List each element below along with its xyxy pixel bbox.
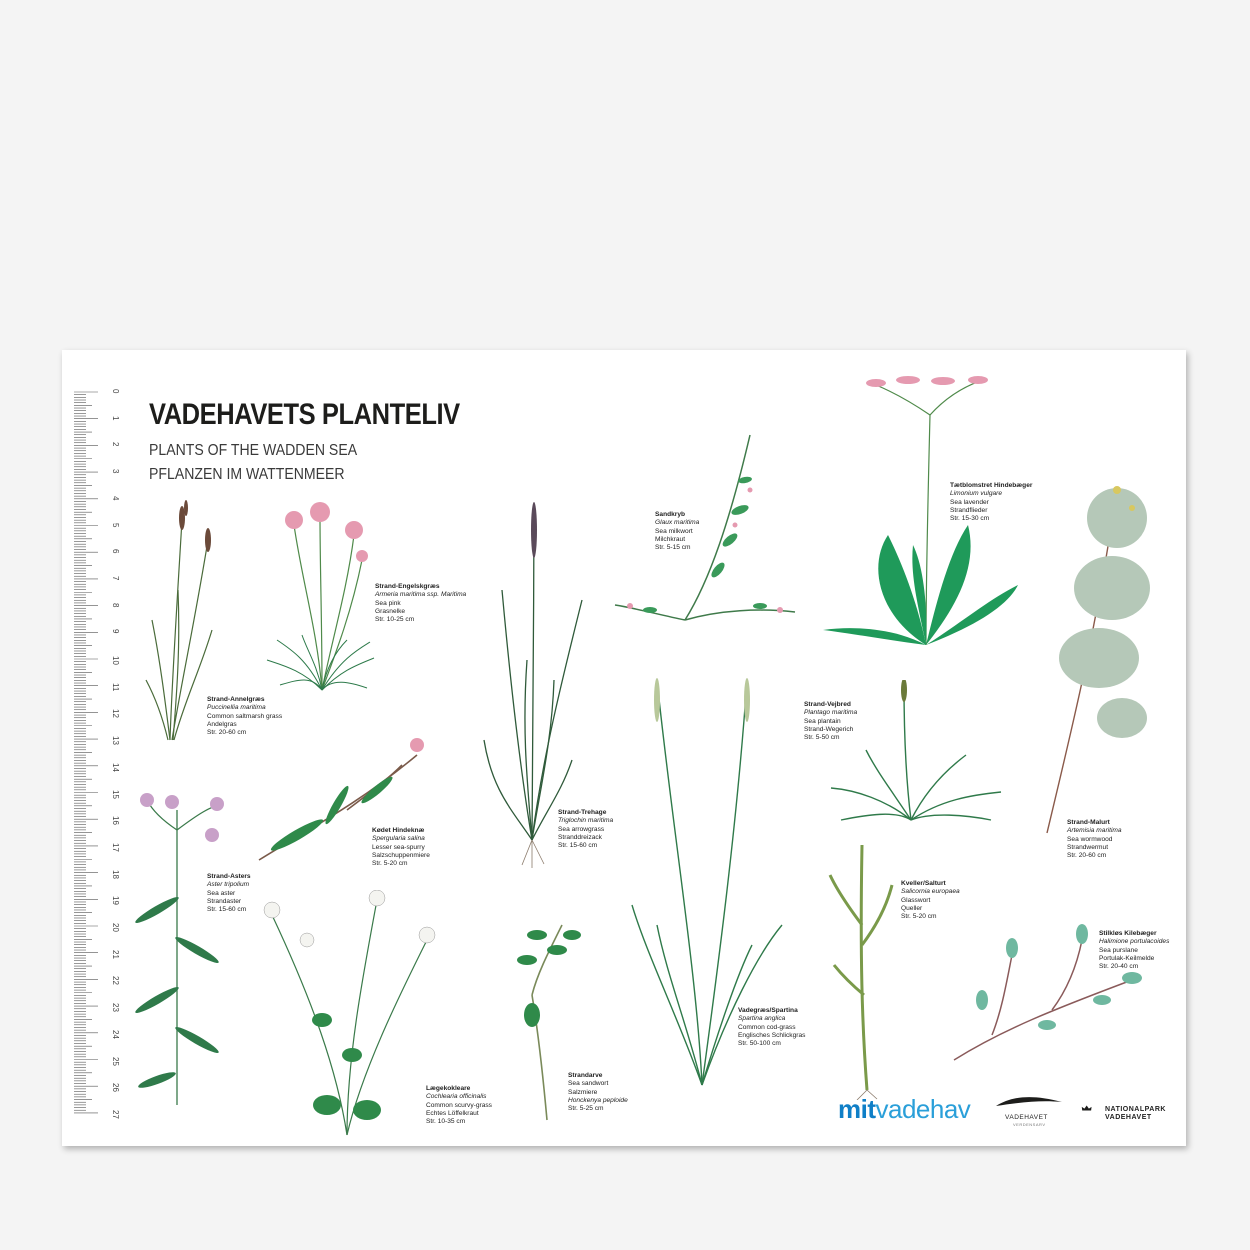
plant-illustration-kveller-salturt <box>822 835 902 1100</box>
german-name: Strandwermut <box>1067 843 1109 851</box>
english-name: Glasswort <box>901 896 931 904</box>
german-name: Strandflieder <box>950 506 988 514</box>
ruler-number: 12 <box>111 709 120 719</box>
ruler-number: 8 <box>111 602 120 608</box>
ruler-number: 6 <box>111 549 120 554</box>
ruler-number: 5 <box>111 522 120 527</box>
plant-label-strandarve <box>568 1072 628 1113</box>
ruler-number: 7 <box>111 575 120 581</box>
plant-illustration-sandkryb <box>610 430 800 645</box>
ruler-number: 9 <box>111 629 120 634</box>
vadehavet-logo-line2: VERDENSARV <box>1013 1122 1046 1127</box>
ruler-number: 3 <box>111 469 120 474</box>
size: Str. 5-20 cm <box>372 860 408 868</box>
ruler-number: 22 <box>111 976 120 986</box>
german-name: Stranddreizack <box>558 833 602 841</box>
size: Str. 20-60 cm <box>1067 852 1107 860</box>
size: Str. 15-30 cm <box>950 515 990 523</box>
poster <box>62 350 1186 1146</box>
scientific-name: Limonium vulgare <box>950 490 1003 498</box>
german-name: Salzmiere <box>568 1088 598 1096</box>
ruler-number: 27 <box>111 1109 120 1119</box>
scientific-name: Triglochin maritima <box>558 817 614 825</box>
plant-illustration-strand-engelskgraes <box>262 500 382 710</box>
german-name: Strand-Wegerich <box>804 725 854 733</box>
ruler-number: 13 <box>111 736 120 745</box>
german-name: Salzschuppenmiere <box>372 851 430 859</box>
logo-mit-text: mit <box>838 1094 876 1124</box>
scientific-name: Cochlearia officinalis <box>426 1093 487 1101</box>
ruler-number: 18 <box>111 869 120 879</box>
common-name: Stilkløs Kilebæger <box>1099 930 1157 937</box>
english-name: Sea arrowgrass <box>558 825 605 833</box>
size: Str. 10-25 cm <box>375 616 415 624</box>
ruler-number: 26 <box>111 1083 120 1093</box>
scientific-name: Salicornia europaea <box>901 888 960 896</box>
ruler-number: 23 <box>111 1003 120 1012</box>
plant-label-stilkles-kilebaeger <box>1099 930 1169 971</box>
size: Str. 50-100 cm <box>738 1040 781 1048</box>
size: Str. 5-50 cm <box>804 734 840 742</box>
ruler-number: 15 <box>111 789 120 799</box>
common-name: Sandkryb <box>655 511 686 518</box>
ruler-number: 24 <box>111 1029 120 1039</box>
plant-label-laegekokleare <box>426 1085 492 1126</box>
ruler-number: 4 <box>111 495 120 501</box>
nationalpark-logo-line1: NATIONALPARK <box>1105 1106 1166 1113</box>
english-name: Common scurvy-grass <box>426 1101 492 1109</box>
common-name: Strand-Annelgræs <box>207 696 265 703</box>
german-name: Strandaster <box>207 897 242 905</box>
common-name: Strand-Vejbred <box>804 701 851 708</box>
scientific-name: Spartina anglica <box>738 1015 786 1023</box>
scientific-name: Glaux maritima <box>655 519 700 527</box>
size: Str. 20-40 cm <box>1099 963 1139 971</box>
scientific-name: Honckenya peploide <box>568 1096 628 1104</box>
scientific-name: Aster tripolium <box>207 881 250 889</box>
german-name: Echtes Löffelkraut <box>426 1109 479 1117</box>
plant-label-strand-asters <box>207 873 251 914</box>
plant-label-strand-annelgraes <box>207 696 282 737</box>
common-name: Kødet Hindeknæ <box>372 827 425 834</box>
english-name: Sea aster <box>207 889 236 897</box>
ruler-number: 11 <box>111 682 120 691</box>
german-name: Englisches Schlickgras <box>738 1031 806 1039</box>
common-name: Kveller/Salturt <box>901 880 946 887</box>
german-name: Portulak-Keilmelde <box>1099 954 1155 962</box>
subtitle-german: PFLANZEN IM WATTENMEER <box>149 466 345 483</box>
vadehavet-logo-line1: VADEHAVET <box>1005 1114 1048 1121</box>
german-name: Milchkraut <box>655 535 686 543</box>
plant-label-strand-trehage <box>558 809 613 850</box>
german-name: Queller <box>901 904 923 912</box>
english-name: Sea purslane <box>1099 946 1138 954</box>
english-name: Sea lavender <box>950 498 989 506</box>
english-name: Sea sandwort <box>568 1080 609 1088</box>
size: Str. 15-60 cm <box>207 906 247 914</box>
plant-label-strand-engelskgraes <box>375 583 466 624</box>
english-name: Sea wormwood <box>1067 835 1113 843</box>
common-name: Strand-Asters <box>207 873 251 880</box>
ruler-number: 17 <box>111 842 120 852</box>
german-name: Andelgras <box>207 720 237 728</box>
common-name: Strandarve <box>568 1072 603 1079</box>
plant-illustration-taetblomstret-hindebaeger <box>818 375 1032 675</box>
plant-label-sandkryb <box>655 511 699 552</box>
ruler-number: 14 <box>111 762 120 772</box>
english-name: Common saltmarsh grass <box>207 712 283 720</box>
common-name: Tætblomstret Hindebæger <box>950 482 1033 489</box>
plant-label-strand-malurt <box>1067 819 1122 860</box>
plant-label-vadegraes-spartina <box>738 1007 805 1048</box>
size: Str. 5-25 cm <box>568 1105 604 1113</box>
ruler-number: 2 <box>111 442 120 447</box>
common-name: Strand-Malurt <box>1067 819 1110 826</box>
size: Str. 5-15 cm <box>655 544 691 552</box>
ruler-number: 10 <box>111 656 120 665</box>
common-name: Vadegræs/Spartina <box>738 1007 798 1014</box>
ruler-number: 16 <box>111 816 120 826</box>
ruler-number: 0 <box>111 389 120 394</box>
plant-illustration-laegekokleare <box>252 890 447 1140</box>
english-name: Sea plantain <box>804 717 841 725</box>
plant-label-kveller-salturt <box>901 880 960 921</box>
scientific-name: Halimione portulacoides <box>1099 938 1170 946</box>
crown-icon <box>1080 1096 1100 1120</box>
english-name: Sea milkwort <box>655 527 693 535</box>
german-name: Grasnelke <box>375 607 406 615</box>
nationalpark-logo-line2: VADEHAVET <box>1105 1114 1152 1121</box>
ruler-number: 21 <box>111 949 120 959</box>
size: Str. 10-35 cm <box>426 1118 466 1126</box>
subtitle-english: PLANTS OF THE WADDEN SEA <box>149 442 358 459</box>
scientific-name: Artemisia maritima <box>1067 827 1122 835</box>
common-name: Lægekokleare <box>426 1085 471 1092</box>
plant-illustration-strand-asters <box>117 790 247 1110</box>
size: Str. 20-60 cm <box>207 729 247 737</box>
ruler-number: 20 <box>111 923 120 932</box>
poster-title: VADEHAVETS PLANTELIV <box>149 398 460 431</box>
logo-vadehav-text: vadehav <box>875 1094 971 1124</box>
english-name: Common cod-grass <box>738 1023 796 1031</box>
ruler <box>74 388 116 1130</box>
english-name: Sea pink <box>375 599 401 607</box>
scientific-name: Puccinellia maritima <box>207 704 266 712</box>
ruler-number: 25 <box>111 1056 120 1066</box>
plant-label-strand-vejbred <box>804 701 857 742</box>
plant-label-taetblomstret-hindebaeger <box>950 482 1032 523</box>
size: Str. 15-60 cm <box>558 842 598 850</box>
common-name: Strand-Engelskgræs <box>375 583 440 590</box>
size: Str. 5-20 cm <box>901 913 937 921</box>
ruler-number: 1 <box>111 415 120 421</box>
scientific-name: Armeria maritima ssp. Maritima <box>375 591 467 599</box>
english-name: Lesser sea-spurry <box>372 843 425 851</box>
plant-label-kodet-hindeknae <box>372 827 430 868</box>
common-name: Strand-Trehage <box>558 809 607 816</box>
ruler-number: 19 <box>111 896 120 906</box>
scientific-name: Plantago maritima <box>804 709 858 717</box>
mitvadehav-logo <box>838 1094 970 1125</box>
plant-illustration-strand-malurt <box>1037 478 1162 838</box>
scientific-name: Spergularia salina <box>372 835 425 843</box>
